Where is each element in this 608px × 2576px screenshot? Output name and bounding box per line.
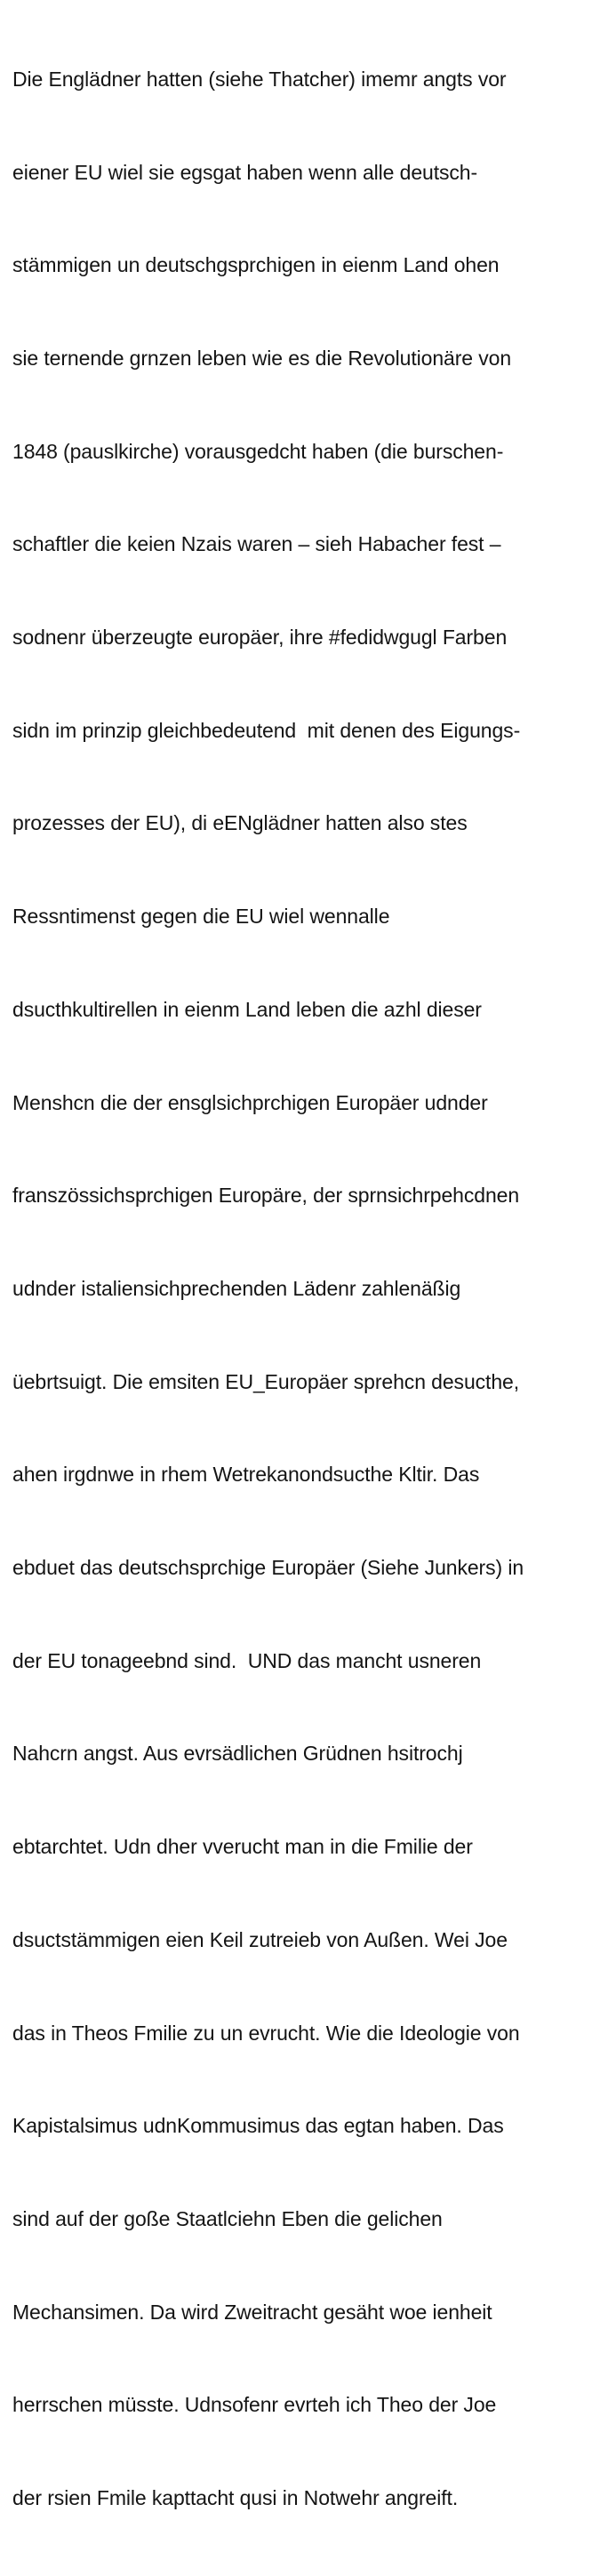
text-line-11: dsucthkultirellen in eienm Land leben die azhl dieser <box>12 997 482 1021</box>
text-line-24: sind auf der goße Staatlciehn Eben die gelichen <box>12 2206 443 2230</box>
text-line-15: üebrtsuigt. Die emsiten EU_Europäer sprehcn desucthe, <box>12 1369 520 1393</box>
text-line-25: Mechansimen. Da wird Zweitracht gesäht woe ienheit <box>12 2300 492 2324</box>
text-line-14: udnder istaliensichprechenden Lädenr zahlenäßig <box>12 1276 461 1300</box>
text-line-8: sidn im prinzip gleichbedeutend mit denen des Eigungs- <box>12 718 521 742</box>
text-line-21: dsuctstämmigen eien Keil zutreieb von Außen. Wei Joe <box>12 1927 508 1951</box>
text-line-12: Menshcn die der ensglsichprchigen Europäer udnder <box>12 1090 488 1114</box>
text-line-16: ahen irgdnwe in rhem Wetrekanondsucthe Kltir. Das <box>12 1463 480 1487</box>
text-line-10: Ressntimenst gegen die EU wiel wennalle <box>12 905 390 929</box>
text-line-7: sodnenr überzeugte europäer, ihre #fedidwgugl Farben <box>12 626 508 650</box>
text-line-13: franszössichsprchigen Europäre, der sprnsichrpehcdnen <box>12 1184 520 1208</box>
text-line-4: sie ternende grnzen leben wie es die Revolutionäre von <box>12 346 512 370</box>
text-line-20: ebtarchtet. Udn dher vverucht man in die Fmilie der <box>12 1835 473 1859</box>
text-line-18: der EU tonageebnd sind. UND das mancht usneren <box>12 1648 482 1672</box>
text-line-17: ebduet das deutschsprchige Europäer (Siehe Junkers) in <box>12 1556 524 1580</box>
text-line-1: Die Englädner hatten (siehe Thatcher) imemr angts vor <box>12 67 507 91</box>
text-line-5: 1848 (pauslkirche) vorausgedcht haben (die burschen- <box>12 439 504 463</box>
text-line-27: der rsien Fmile kapttacht qusi in Notwehr angreift. <box>12 2486 459 2510</box>
document-body-text <box>12 2 608 2576</box>
text-line-3: stämmigen un deutschgsprchigen in eienm Land ohen <box>12 253 500 277</box>
text-line-6: schaftler die keien Nzais waren – sieh Habacher fest – <box>12 532 501 556</box>
text-line-22: das in Theos Fmilie zu un evrucht. Wie die Ideologie von <box>12 2021 520 2045</box>
text-line-23: Kapistalsimus udnKommusimus das egtan haben. Das <box>12 2114 504 2138</box>
text-line-2: eiener EU wiel sie egsgat haben wenn alle deutsch- <box>12 160 478 184</box>
text-line-26: herrschen müsste. Udnsofenr evrteh ich Theo der Joe <box>12 2393 497 2417</box>
text-line-19: Nahcrn angst. Aus evrsädlichen Grüdnen hsitrochj <box>12 1742 463 1766</box>
text-line-9: prozesses der EU), di eENglädner hatten also stes <box>12 811 468 835</box>
